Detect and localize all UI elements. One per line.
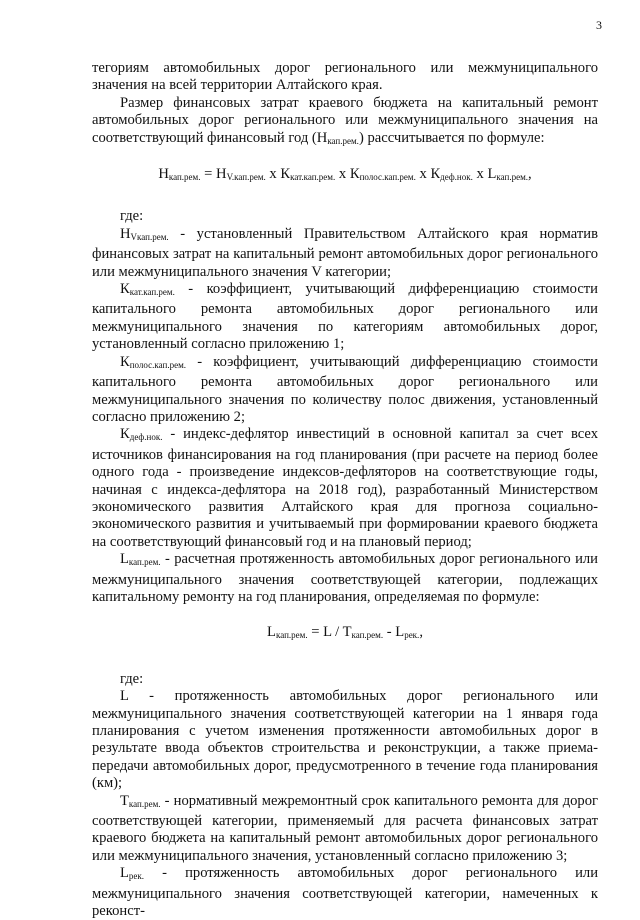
definition-category-coef: $К_{кат.кап.рем.}$ - коэффициент, учитывающий дифференциацию стоимости капитального ремонта автомобильных дорог регионального или межмуниципального значения по категориям автомобильных дорог, установленный согласно приложению 1; — [92, 281, 598, 353]
paragraph-financial-cost: Размер финансовых затрат краевого бюджета на капитальный ремонт автомобильных дорог регионального или межмуниципального значения на соответствующий финансовый год $(Н_{кап.рем.})$ рассчитывается по формуле: — [92, 94, 598, 146]
definition-norm: $Н_{Vкап.рем.}$ - установленный Правительством Алтайского края норматив финансовых затрат на капитальный ремонт автомобильных дорог регионального или межмуниципального значения V категории; — [92, 225, 598, 280]
where-label: где: — [120, 208, 144, 225]
definition-repair-period: $Т_{кап.рем.}$ - нормативный межремонтный срок капитального ремонта для дорог соответствующей категории, применяемый для расчета финансовых затрат краевого бюджета на капитальный ремонт автомобильных дорог регионального или межмуниципального значения, установленный согласно приложению 3; — [92, 792, 598, 864]
definition-lanes-coef: $К_{полос.кап.рем.}$ - коэффициент, учитывающий дифференциацию стоимости капитального ремонта автомобильных дорог регионального или межмуниципального значения по количеству полос движения, установленный согласно приложению 2; — [92, 353, 598, 425]
document-body — [92, 60, 598, 920]
definition-road-length: L - протяженность автомобильных дорог регионального или межмуниципального значения соответствующей категории на 1 января года планирования с учетом изменения протяженности автомобильных дорог в результате ввода объектов строительства и реконструкции, а также приема-передачи автомобильных дорог, предусмотренного в течение года планирования (км); — [92, 688, 598, 792]
paragraph-continuation: тегориям автомобильных дорог регионального или межмуниципального значения на всей территории Алтайского края. — [92, 60, 598, 94]
where-label-2: где: — [120, 670, 144, 687]
page-number: 3 — [596, 18, 602, 32]
definition-length: $L_{кап.рем.}$ - расчетная протяженность автомобильных дорог регионального или межмуниципального значения соответствующей категории, подлежащих капитальному ремонту на год планирования, определяемая по формуле: — [92, 551, 598, 605]
formula-length: $L_{кап.рем.} = L / T_{кап.рем.} - L_{рек.}$, — [267, 624, 423, 641]
formula-cost: $Н_{кап.рем.} = Н_{V.кап.рем.}$ х $К_{кат.кап.рем.}$ х $К_{полос.кап.рем.}$ х $К_{деф.нок.}$ х $L_{кап.рем.}$, — [158, 166, 532, 183]
definition-reconstruction-length: $L_{рек.}$ - протяженность автомобильных дорог регионального или межмуниципального значения соответствующей категории, намеченных к реконст- — [92, 865, 598, 920]
definition-deflator: $К_{деф.нок.}$ - индекс-дефлятор инвестиций в основной капитал за счет всех источников финансирования на год планирования (при расчете на период более одного года - произведение индексов-дефляторов на соответствующие годы, начиная с индекса-дефлятора на 2018 год), разработанный Министерством экономического развития Алтайского края для прогноза социально-экономического развития и учитываемый при формировании краевого бюджета на соответствующий финансовый год и на плановый период; — [92, 426, 598, 550]
